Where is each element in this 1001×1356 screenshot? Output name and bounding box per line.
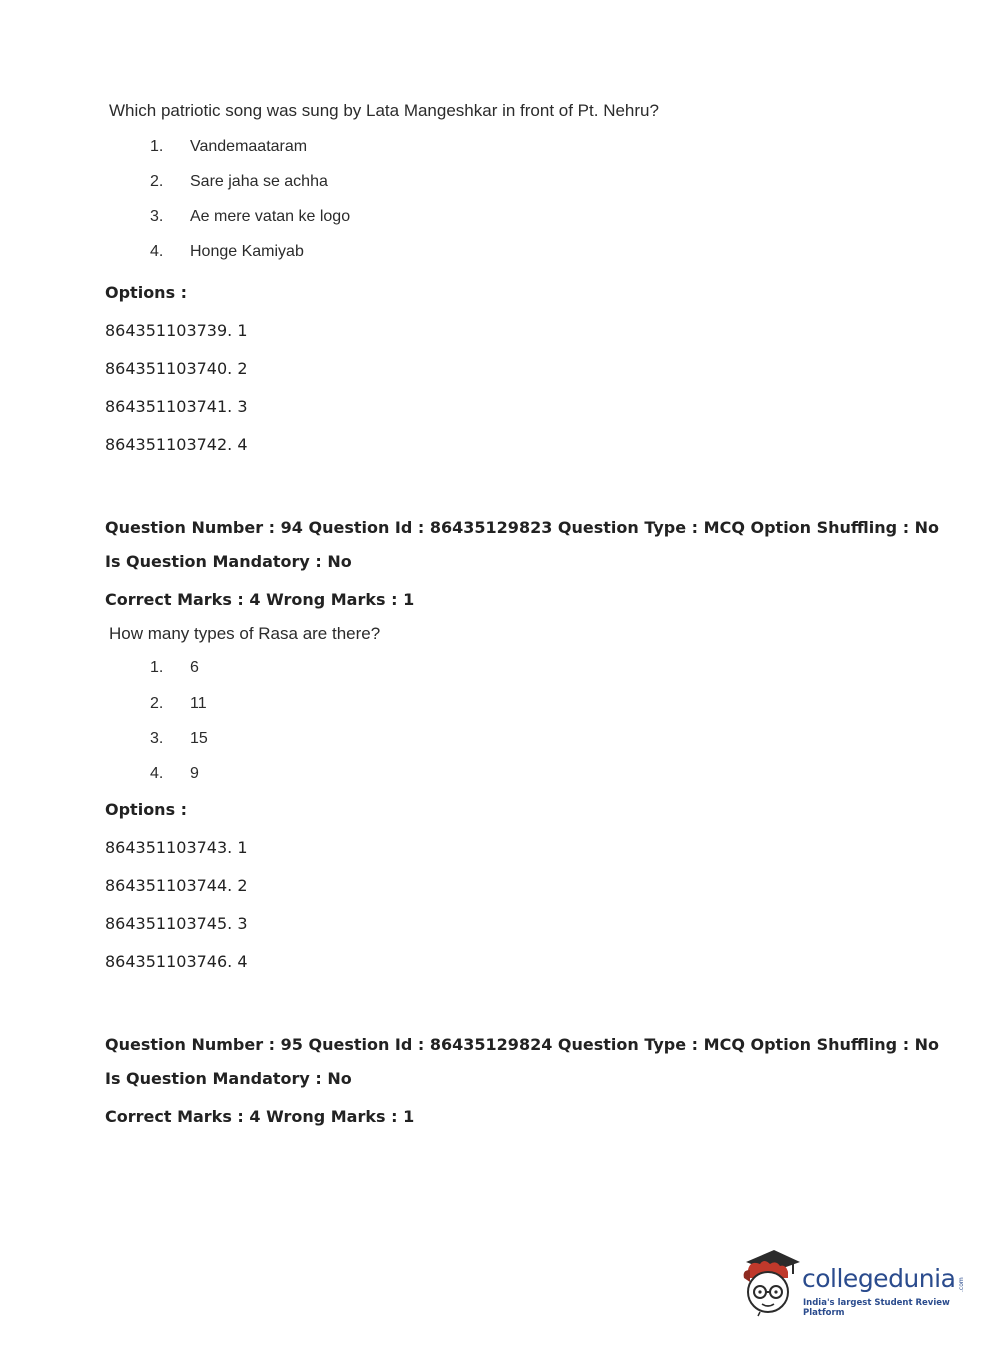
option-row: 864351103742. 4 <box>105 435 248 454</box>
question-header: Question Number : 95 Question Id : 86435129824 Question Type : MCQ Option Shuffling : No <box>105 1035 940 1054</box>
options-label: Options : <box>105 800 188 819</box>
choice-number: 4. <box>150 243 164 260</box>
choice-text: 9 <box>190 765 199 782</box>
choice-number: 2. <box>150 173 164 190</box>
question-mandatory: Is Question Mandatory : No <box>105 1069 352 1088</box>
choice-number: 3. <box>150 730 164 747</box>
choice-number: 2. <box>150 695 164 712</box>
option-row: 864351103739. 1 <box>105 321 248 340</box>
collegedunia-logo[interactable] <box>740 1248 970 1320</box>
choice-text: 15 <box>190 730 208 747</box>
choice-number: 1. <box>150 138 164 155</box>
choice-text: Honge Kamiyab <box>190 243 304 260</box>
question-marks: Correct Marks : 4 Wrong Marks : 1 <box>105 590 415 609</box>
choice-number: 1. <box>150 659 164 676</box>
option-row: 864351103741. 3 <box>105 397 248 416</box>
logo-tagline: India's largest Student Review Platform <box>803 1298 950 1318</box>
question-mandatory: Is Question Mandatory : No <box>105 552 352 571</box>
logo-domain: .com <box>958 1277 965 1292</box>
options-label: Options : <box>105 283 188 302</box>
logo-wordmark: collegedunia <box>802 1264 956 1293</box>
choice-number: 3. <box>150 208 164 225</box>
choice-text: Sare jaha se achha <box>190 173 328 190</box>
option-row: 864351103744. 2 <box>105 876 248 895</box>
question-marks: Correct Marks : 4 Wrong Marks : 1 <box>105 1107 415 1126</box>
choice-text: 11 <box>190 695 207 712</box>
option-row: 864351103745. 3 <box>105 914 248 933</box>
option-row: 864351103740. 2 <box>105 359 248 378</box>
option-row: 864351103743. 1 <box>105 838 248 857</box>
question-text: How many types of Rasa are there? <box>109 624 381 643</box>
choice-number: 4. <box>150 765 164 782</box>
question-header: Question Number : 94 Question Id : 86435129823 Question Type : MCQ Option Shuffling : No <box>105 518 940 537</box>
option-row: 864351103746. 4 <box>105 952 248 971</box>
choice-text: 6 <box>190 659 199 676</box>
choice-text: Ae mere vatan ke logo <box>190 208 351 225</box>
question-text: Which patriotic song was sung by Lata Mangeshkar in front of Pt. Nehru? <box>109 101 659 120</box>
choice-text: Vandemaataram <box>190 138 308 155</box>
student-mascot-icon <box>740 1248 802 1318</box>
